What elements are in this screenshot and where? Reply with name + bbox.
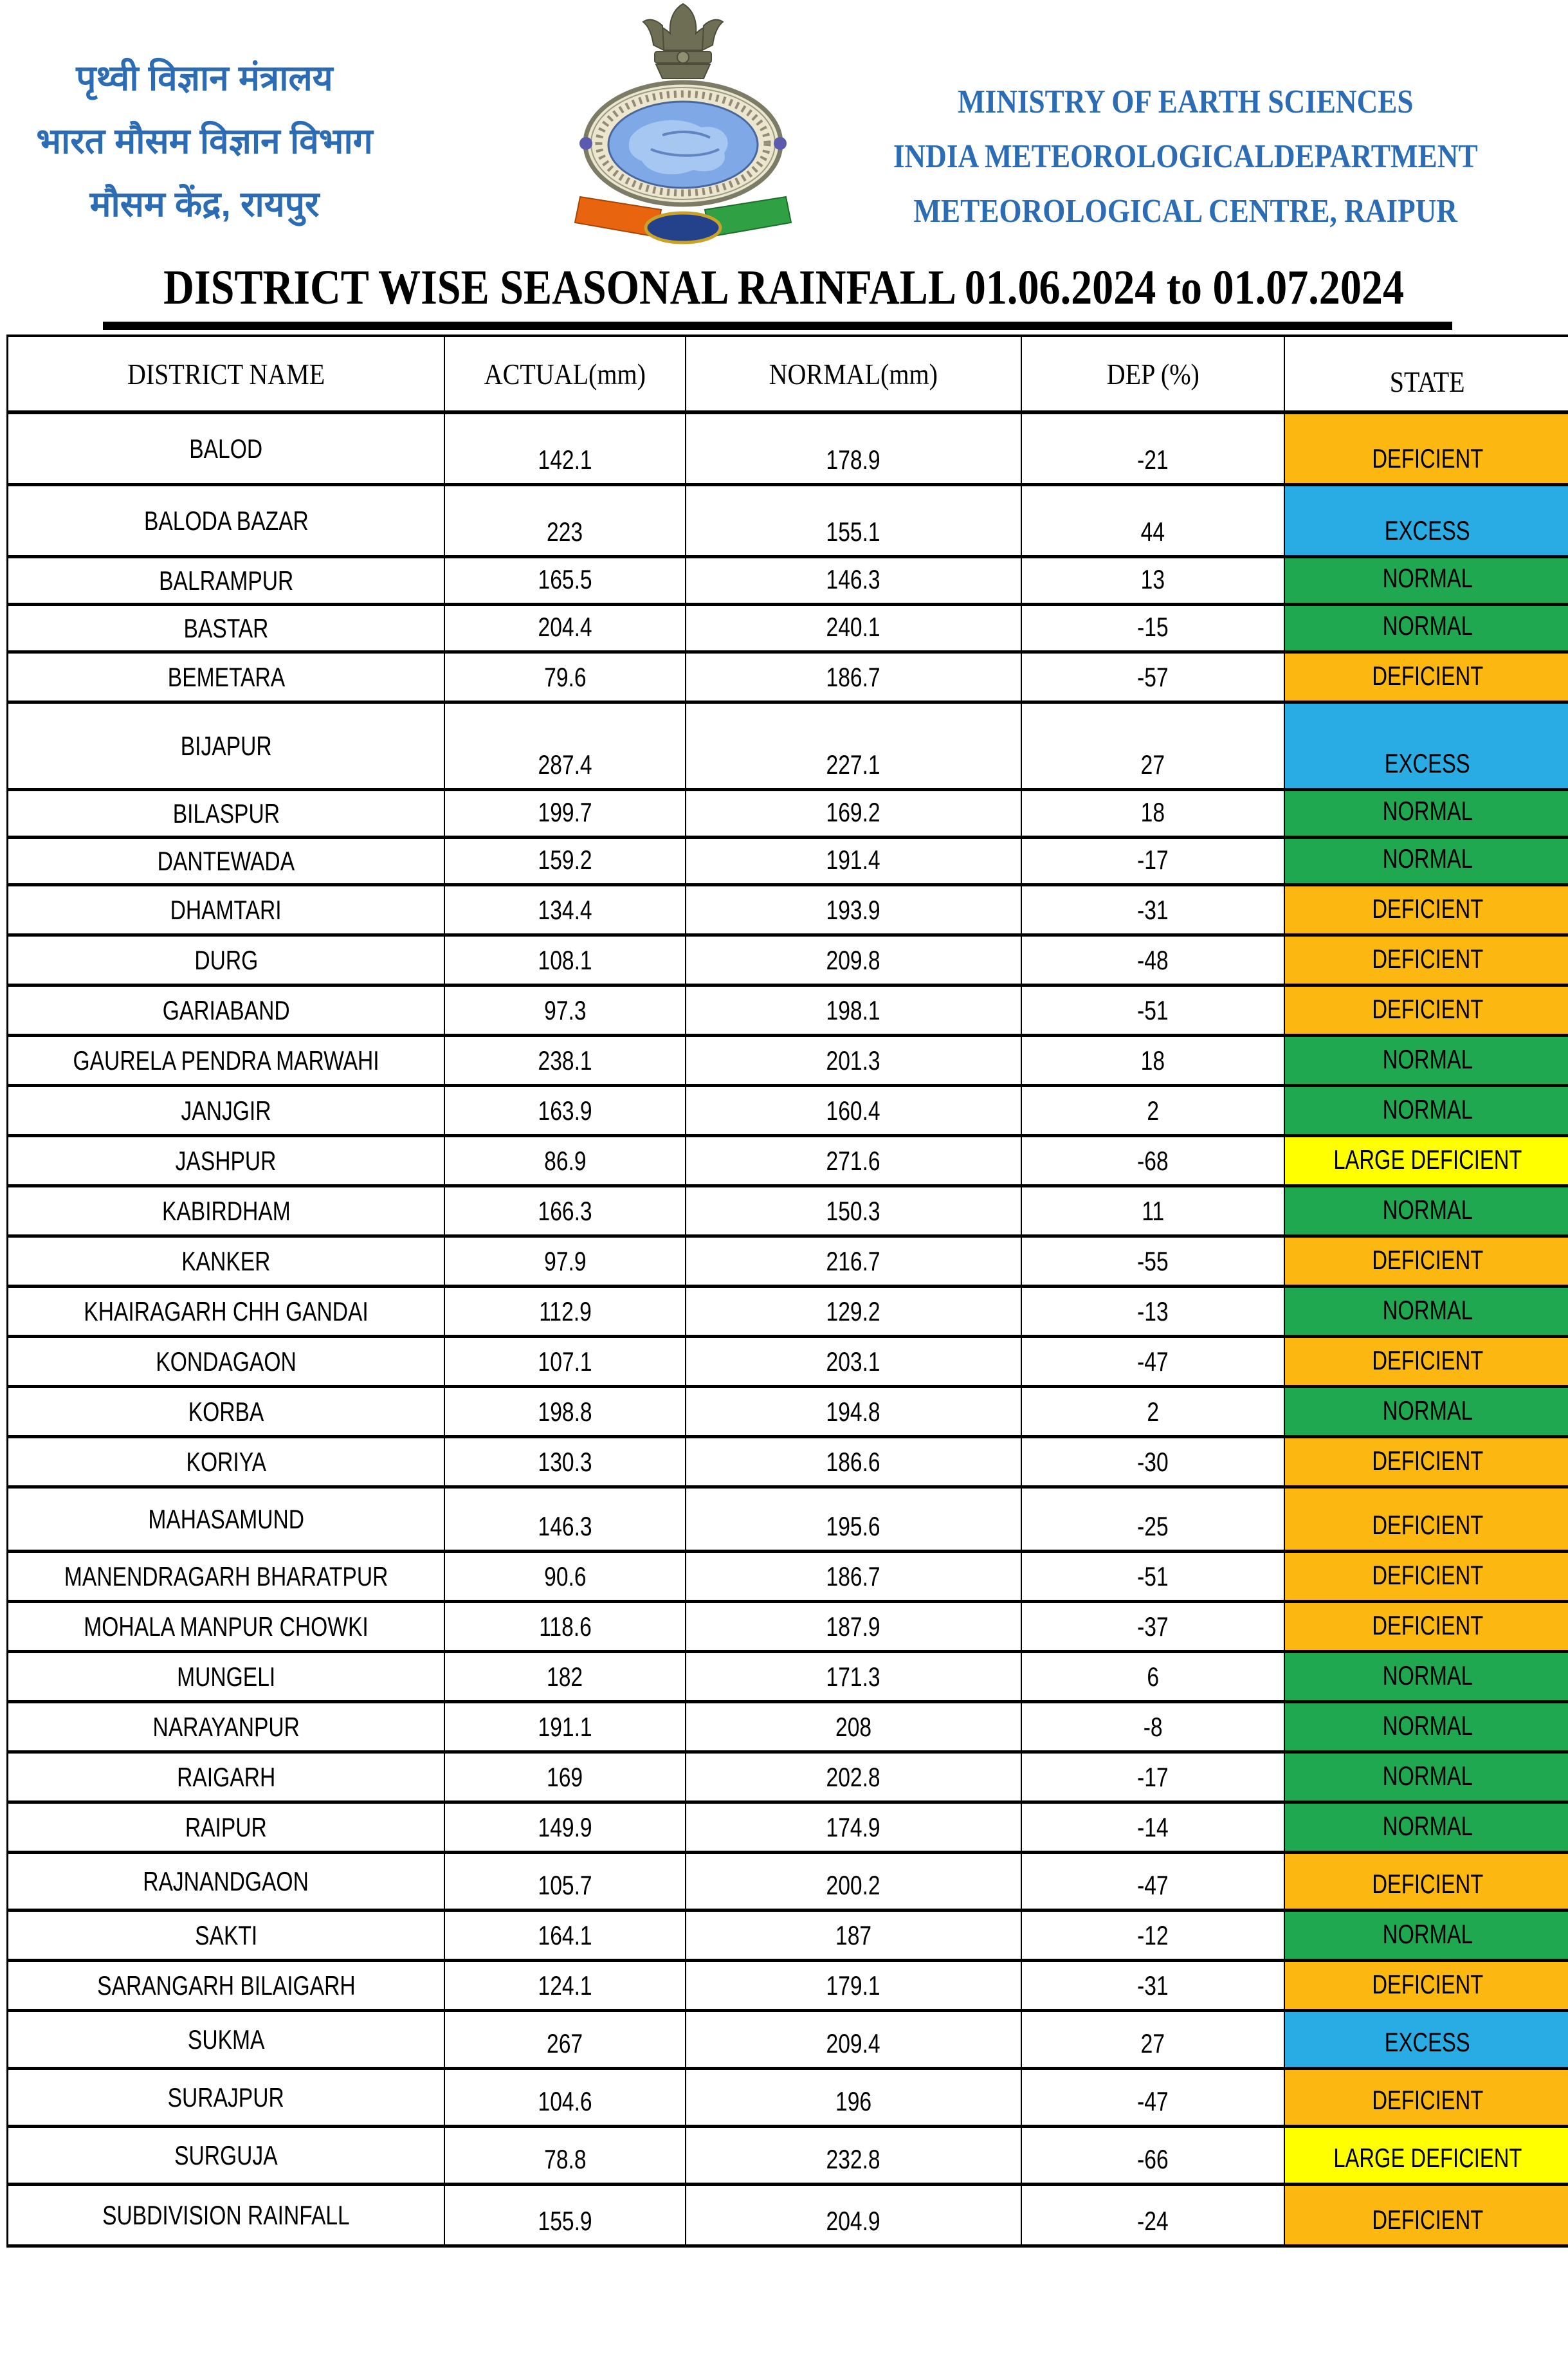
normal-cell: 209.4 [686,2012,1022,2067]
district-cell: KORBA [8,1388,445,1435]
district-cell: BASTAR [8,606,445,650]
normal-cell: 204.9 [686,2186,1022,2244]
state-cell: DEFICIENT [1285,987,1568,1034]
rainfall-table [6,334,1568,2248]
col-header-district: DISTRICT NAME [8,337,445,410]
state-cell: NORMAL [1285,1912,1568,1959]
table-row [8,704,1568,791]
district-cell: SUBDIVISION RAINFALL [8,2186,445,2244]
dep-cell: 13 [1022,558,1285,603]
table-row [8,1912,1568,1962]
actual-cell: 130.3 [445,1438,686,1485]
dep-cell: -13 [1022,1288,1285,1335]
normal-cell: 194.8 [686,1388,1022,1435]
actual-cell: 78.8 [445,2128,686,2183]
imd-emblem-graphic [566,0,798,257]
ministry-name-hindi [12,46,397,235]
district-cell: DANTEWADA [8,839,445,883]
state-cell: DEFICIENT [1285,2186,1568,2244]
hindi-line-1: पृथ्वी विज्ञान मंत्रालय [76,58,333,98]
state-cell: DEFICIENT [1285,1238,1568,1285]
table-row [8,1703,1568,1754]
dep-cell: -21 [1022,414,1285,483]
dep-cell: -57 [1022,654,1285,701]
district-cell: KORIYA [8,1438,445,1485]
dep-cell: -17 [1022,1754,1285,1800]
normal-cell: 195.6 [686,1489,1022,1550]
normal-cell: 202.8 [686,1754,1022,1800]
dep-cell: -31 [1022,1962,1285,2009]
actual-cell: 163.9 [445,1087,686,1134]
table-row [8,558,1568,606]
col-header-actual: ACTUAL(mm) [445,337,686,410]
table-row [8,1288,1568,1338]
table-row [8,1037,1568,1087]
dep-cell: -15 [1022,606,1285,650]
dep-cell: -66 [1022,2128,1285,2183]
state-cell: EXCESS [1285,704,1568,788]
normal-cell: 240.1 [686,606,1022,650]
district-cell: SAKTI [8,1912,445,1959]
district-cell: JANJGIR [8,1087,445,1134]
table-row [8,2070,1568,2128]
dep-cell: -31 [1022,886,1285,933]
state-cell: DEFICIENT [1285,886,1568,933]
district-cell: RAIPUR [8,1804,445,1851]
table-row [8,654,1568,704]
district-cell: BALRAMPUR [8,558,445,603]
state-cell: NORMAL [1285,1388,1568,1435]
dep-cell: -48 [1022,937,1285,984]
normal-cell: 227.1 [686,704,1022,788]
state-cell: DEFICIENT [1285,1854,1568,1909]
actual-cell: 149.9 [445,1804,686,1851]
normal-cell: 186.7 [686,654,1022,701]
dep-cell: 2 [1022,1388,1285,1435]
actual-cell: 165.5 [445,558,686,603]
dep-cell: -12 [1022,1912,1285,1959]
actual-cell: 108.1 [445,937,686,984]
district-cell: GAURELA PENDRA MARWAHI [8,1037,445,1084]
district-cell: MUNGELI [8,1653,445,1700]
dep-cell: -47 [1022,2070,1285,2125]
district-cell: MAHASAMUND [8,1489,445,1550]
table-row [8,1338,1568,1388]
dep-cell: 27 [1022,704,1285,788]
actual-cell: 164.1 [445,1912,686,1959]
table-header-row [8,337,1568,414]
actual-cell: 182 [445,1653,686,1700]
actual-cell: 124.1 [445,1962,686,2009]
district-cell: MANENDRAGARH BHARATPUR [8,1553,445,1600]
actual-cell: 199.7 [445,791,686,836]
state-cell: NORMAL [1285,791,1568,836]
col-header-state: STATE [1390,365,1465,398]
normal-cell: 271.6 [686,1137,1022,1184]
state-cell: DEFICIENT [1285,414,1568,483]
english-line-3: METEOROLOGICAL CENTRE, RAIPUR [913,193,1457,230]
district-cell: SURAJPUR [8,2070,445,2125]
actual-cell: 155.9 [445,2186,686,2244]
table-row [8,1438,1568,1489]
dep-cell: -8 [1022,1703,1285,1750]
normal-cell: 174.9 [686,1804,1022,1851]
title-underline [103,322,1452,330]
table-row [8,886,1568,937]
hindi-line-2: भारत मौसम विज्ञान विभाग [36,121,373,161]
state-cell: DEFICIENT [1285,1962,1568,2009]
normal-cell: 160.4 [686,1087,1022,1134]
actual-cell: 107.1 [445,1338,686,1385]
table-row [8,1754,1568,1804]
table-row [8,414,1568,486]
table-row [8,2186,1568,2248]
normal-cell: 169.2 [686,791,1022,836]
state-cell: EXCESS [1285,486,1568,555]
state-cell: NORMAL [1285,1037,1568,1084]
actual-cell: 97.9 [445,1238,686,1285]
state-cell: DEFICIENT [1285,1438,1568,1485]
dep-cell: -47 [1022,1854,1285,1909]
state-cell: NORMAL [1285,839,1568,883]
normal-cell: 146.3 [686,558,1022,603]
actual-cell: 166.3 [445,1187,686,1234]
table-row [8,937,1568,987]
district-cell: RAJNANDGAON [8,1854,445,1909]
dep-cell: -25 [1022,1489,1285,1550]
district-cell: BALODA BAZAR [8,486,445,555]
state-cell: NORMAL [1285,1288,1568,1335]
normal-cell: 216.7 [686,1238,1022,1285]
district-cell: KHAIRAGARH CHH GANDAI [8,1288,445,1335]
normal-cell: 209.8 [686,937,1022,984]
table-body [8,414,1568,2248]
normal-cell: 196 [686,2070,1022,2125]
normal-cell: 155.1 [686,486,1022,555]
normal-cell: 186.6 [686,1438,1022,1485]
dep-cell: -24 [1022,2186,1285,2244]
district-cell: BIJAPUR [8,704,445,788]
table-row [8,1962,1568,2012]
dep-cell: 27 [1022,2012,1285,2067]
table-row [8,791,1568,839]
state-cell: DEFICIENT [1285,654,1568,701]
table-row [8,1854,1568,1912]
state-cell: LARGE DEFICIENT [1285,2128,1568,2183]
report-title-row [0,260,1568,316]
actual-cell: 118.6 [445,1603,686,1650]
state-cell: DEFICIENT [1285,1489,1568,1550]
normal-cell: 208 [686,1703,1022,1750]
state-cell: NORMAL [1285,1804,1568,1851]
normal-cell: 171.3 [686,1653,1022,1700]
table-row [8,987,1568,1037]
district-cell: SUKMA [8,2012,445,2067]
dep-cell: 18 [1022,791,1285,836]
actual-cell: 146.3 [445,1489,686,1550]
actual-cell: 90.6 [445,1553,686,1600]
table-row [8,2128,1568,2186]
state-cell: NORMAL [1285,1087,1568,1134]
normal-cell: 200.2 [686,1854,1022,1909]
district-cell: SURGUJA [8,2128,445,2183]
state-cell: EXCESS [1285,2012,1568,2067]
normal-cell: 191.4 [686,839,1022,883]
state-cell: NORMAL [1285,1754,1568,1800]
table-row [8,1388,1568,1438]
dep-cell: -37 [1022,1603,1285,1650]
table-row [8,1489,1568,1553]
col-header-dep: DEP (%) [1022,337,1285,410]
english-line-2: INDIA METEOROLOGICALDEPARTMENT [893,138,1478,175]
district-cell: NARAYANPUR [8,1703,445,1750]
actual-cell: 86.9 [445,1137,686,1184]
dep-cell: -68 [1022,1137,1285,1184]
actual-cell: 204.4 [445,606,686,650]
dep-cell: -47 [1022,1338,1285,1385]
state-cell: DEFICIENT [1285,2070,1568,2125]
actual-cell: 97.3 [445,987,686,1034]
district-cell: JASHPUR [8,1137,445,1184]
normal-cell: 129.2 [686,1288,1022,1335]
english-line-1: MINISTRY OF EARTH SCIENCES [957,84,1414,120]
actual-cell: 105.7 [445,1854,686,1909]
normal-cell: 232.8 [686,2128,1022,2183]
normal-cell: 186.7 [686,1553,1022,1600]
state-cell: NORMAL [1285,1703,1568,1750]
state-cell: DEFICIENT [1285,1338,1568,1385]
actual-cell: 79.6 [445,654,686,701]
district-cell: SARANGARH BILAIGARH [8,1962,445,2009]
dep-cell: 18 [1022,1037,1285,1084]
actual-cell: 159.2 [445,839,686,883]
table-row [8,1238,1568,1288]
actual-cell: 104.6 [445,2070,686,2125]
dep-cell: -14 [1022,1804,1285,1851]
imd-emblem-logo [566,0,798,257]
normal-cell: 179.1 [686,1962,1022,2009]
dep-cell: -30 [1022,1438,1285,1485]
dep-cell: 44 [1022,486,1285,555]
table-row [8,1603,1568,1653]
normal-cell: 187.9 [686,1603,1022,1650]
dep-cell: 6 [1022,1653,1285,1700]
dep-cell: 11 [1022,1187,1285,1234]
normal-cell: 193.9 [686,886,1022,933]
district-cell: BEMETARA [8,654,445,701]
dep-cell: -51 [1022,987,1285,1034]
normal-cell: 201.3 [686,1037,1022,1084]
state-cell: NORMAL [1285,606,1568,650]
state-cell: NORMAL [1285,1187,1568,1234]
normal-cell: 150.3 [686,1187,1022,1234]
state-cell: DEFICIENT [1285,1553,1568,1600]
district-cell: KANKER [8,1238,445,1285]
state-cell: NORMAL [1285,1653,1568,1700]
table-row [8,1137,1568,1187]
actual-cell: 112.9 [445,1288,686,1335]
table-row [8,1653,1568,1703]
table-row [8,839,1568,886]
state-cell: LARGE DEFICIENT [1285,1137,1568,1184]
district-cell: MOHALA MANPUR CHOWKI [8,1603,445,1650]
actual-cell: 267 [445,2012,686,2067]
normal-cell: 198.1 [686,987,1022,1034]
table-row [8,606,1568,654]
actual-cell: 238.1 [445,1037,686,1084]
district-cell: KABIRDHAM [8,1187,445,1234]
district-cell: DHAMTARI [8,886,445,933]
actual-cell: 142.1 [445,414,686,483]
actual-cell: 198.8 [445,1388,686,1435]
actual-cell: 191.1 [445,1703,686,1750]
normal-cell: 187 [686,1912,1022,1959]
district-cell: BALOD [8,414,445,483]
page-title: DISTRICT WISE SEASONAL RAINFALL 01.06.2024 to 01.07.2024 [163,261,1405,315]
state-cell: DEFICIENT [1285,1603,1568,1650]
normal-cell: 203.1 [686,1338,1022,1385]
district-cell: KONDAGAON [8,1338,445,1385]
dep-cell: -17 [1022,839,1285,883]
dep-cell: 2 [1022,1087,1285,1134]
table-row [8,1804,1568,1854]
actual-cell: 223 [445,486,686,555]
actual-cell: 134.4 [445,886,686,933]
department-name-english [816,75,1555,239]
state-cell: NORMAL [1285,558,1568,603]
district-cell: GARIABAND [8,987,445,1034]
table-row [8,486,1568,558]
table-row [8,1187,1568,1238]
actual-cell: 287.4 [445,704,686,788]
col-header-normal: NORMAL(mm) [686,337,1022,410]
hindi-line-3: मौसम केंद्र, रायपुर [89,184,320,224]
normal-cell: 178.9 [686,414,1022,483]
state-cell: DEFICIENT [1285,937,1568,984]
dep-cell: -55 [1022,1238,1285,1285]
table-row [8,1087,1568,1137]
district-cell: DURG [8,937,445,984]
dep-cell: -51 [1022,1553,1285,1600]
table-row [8,2012,1568,2070]
district-cell: RAIGARH [8,1754,445,1800]
district-cell: BILASPUR [8,791,445,836]
actual-cell: 169 [445,1754,686,1800]
table-row [8,1553,1568,1603]
